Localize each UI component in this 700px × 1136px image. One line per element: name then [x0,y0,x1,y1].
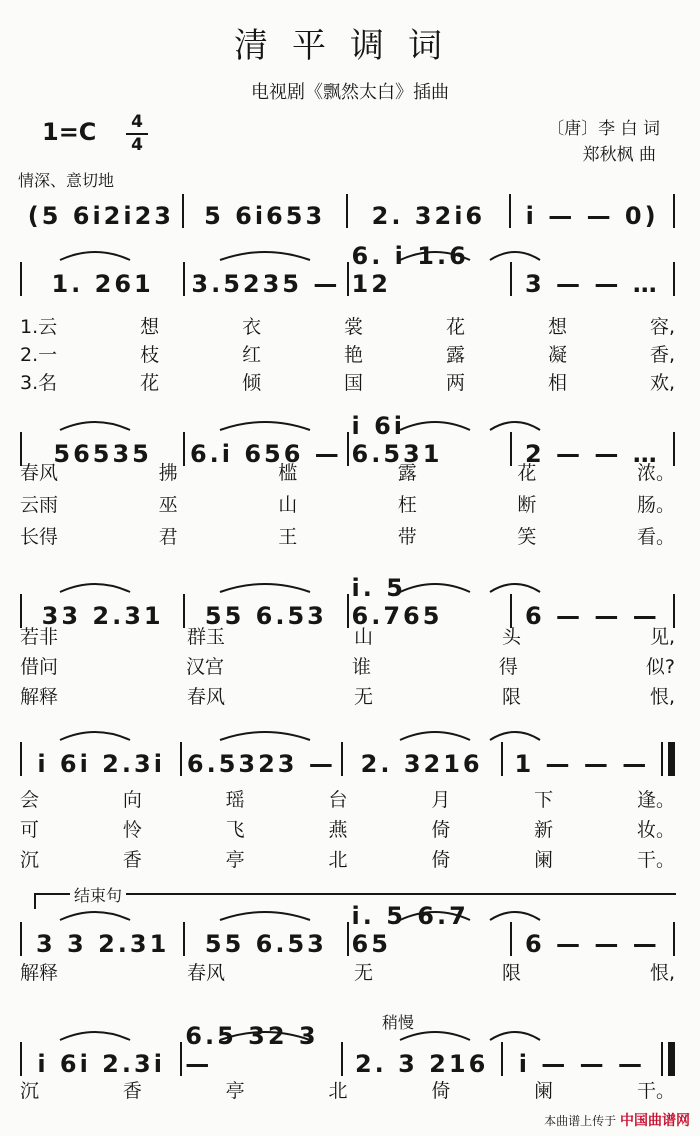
final-barline [661,742,675,776]
lyric-word: 妆。 [636,819,675,841]
lyric-word: 笑 [517,526,537,548]
lyric-line [20,368,675,395]
lyric-word: 倚 [431,819,451,841]
measure-notes: 6.5323 — [186,750,336,778]
lyric-word: 带 [397,526,417,548]
lyric-word: 想 [547,316,567,338]
lyric-word: 花 [446,316,466,338]
lyric-line [20,622,675,649]
measure [511,190,673,230]
lyric-word: 香, [649,344,675,366]
measure-notes: i. 5 6.7 65 [351,902,469,958]
lyric-word: 春风 [20,462,59,484]
measure-notes: 55 6.53 [204,930,327,958]
lyric-line [20,815,675,842]
lyric-word: 瑶 [225,789,245,811]
lyric-line [20,845,675,872]
lyric-line [20,682,675,709]
measure [22,738,180,778]
lyric-word: 裳 [344,316,364,338]
lyric-word: 沉 [20,1080,40,1102]
lyric-word: 断 [517,494,537,516]
lyric-word: 香 [122,1080,142,1102]
notation-line [20,902,675,958]
measure-notes: 3 — — … [524,270,660,298]
lyric-word: 香 [122,849,142,871]
lyric-word: 飞 [225,819,245,841]
lyric-word: 凝 [547,344,567,366]
measure [22,918,183,958]
final-barline [661,1042,675,1076]
lyric-line [20,522,675,549]
lyric-word: 山 [278,494,298,516]
measure [343,1038,501,1078]
lyric-word: 北 [328,849,348,871]
measure [348,190,510,230]
measure [184,190,346,230]
lyric-word: 向 [122,789,142,811]
measure-notes: 3 3 2.31 [35,930,170,958]
song-title: 清平调词 [234,26,466,66]
measure-notes: 6.i 656 — [189,440,342,468]
footer-logo: 中国曲谱网 [620,1113,690,1129]
measure-notes: 6 — — — [524,930,660,958]
measure-notes: 2. 3216 [360,750,483,778]
lyric-word: 山 [353,626,373,648]
measure-notes: 6 — — — [524,602,660,630]
lyric-word: 衣 [242,316,262,338]
lyric-word: 倚 [431,1080,451,1102]
measure [185,258,346,298]
ending-label: 结束句 [70,883,126,906]
lyric-word: 恨, [649,962,675,984]
lyric-word: 解释 [20,962,59,984]
measure [20,190,182,230]
measure [349,242,510,298]
lyric-word: 红 [242,344,262,366]
lyric-word: 阑 [534,1080,554,1102]
lyric-word: 君 [158,526,178,548]
measure-notes: 3.5235 — [191,270,341,298]
measure [182,738,340,778]
time-sig-numerator: 4 [131,112,143,132]
lyric-word: 似? [645,656,675,678]
barline [673,922,675,956]
measure-notes: 55 6.53 [204,602,327,630]
lyric-word: 头 [501,626,521,648]
slur-marks [20,1024,675,1044]
notation-line [20,242,675,298]
slur-marks [20,244,675,264]
slur-marks [20,176,675,196]
lyric-word: 解释 [20,686,59,708]
lyric-word: 可 [20,819,40,841]
lyric-word: 看。 [636,526,675,548]
measure [182,1022,340,1078]
lyric-word: 无 [353,686,373,708]
measure-notes: 5 6i653 [204,202,326,230]
lyric-word: 恨, [649,686,675,708]
measure [503,1038,661,1078]
lyric-word: 借问 [20,656,59,678]
slur-marks [20,904,675,924]
measure-notes: (5 6i2i23 [27,202,175,230]
measure-notes: i. 5 6.765 [351,574,443,630]
measure-notes: i 6i 2.3i [37,1050,165,1078]
lyric-word: 露 [397,462,417,484]
lyric-word: 限 [501,962,521,984]
lyric-word: 月 [431,789,451,811]
lyric-word: 王 [278,526,298,548]
lyric-word: 限 [501,686,521,708]
lyric-word: 相 [547,372,567,394]
lyric-word: 倚 [431,849,451,871]
lyric-word: 见, [649,626,675,648]
measure-notes: i 6i 6.531 [351,412,443,468]
lyric-word: 艳 [344,344,364,366]
lyric-word: 若非 [20,626,59,648]
lyric-word: 下 [534,789,554,811]
composer-credit: 郑秋枫 曲 [582,145,656,165]
lyric-word: 得 [498,656,518,678]
song-subtitle: 电视剧《飘然太白》插曲 [251,82,449,103]
lyric-word: 群玉 [186,626,225,648]
measure-notes: 2. 3 216 [354,1050,489,1078]
lyric-word: 枝 [140,344,160,366]
lyric-word: 干。 [636,1080,675,1102]
lyric-word: 台 [328,789,348,811]
lyric-word: 无 [353,962,373,984]
measure-notes: i — — 0) [525,202,659,230]
footer-credit [544,1110,690,1130]
lyric-word: 北 [328,1080,348,1102]
measure-notes: 2 — — … [524,440,660,468]
lyric-word: 谁 [351,656,371,678]
lyric-line [20,458,675,485]
measure [22,1038,180,1078]
slur-marks [20,576,675,596]
lyric-word: 会 [20,789,40,811]
lyric-word: 3.名 [20,372,58,394]
measure-notes: 6. i 1.6 12 [351,242,469,298]
lyric-word: 长得 [20,526,59,548]
lyric-word: 燕 [328,819,348,841]
lyric-line [20,1076,675,1103]
measure [503,738,661,778]
slur-marks [20,724,675,744]
lyric-word: 1.云 [20,316,58,338]
lyric-word: 新 [534,819,554,841]
barline [673,194,675,228]
lyric-line [20,312,675,339]
measure-notes: 1 — — — [514,750,650,778]
lyric-line [20,958,675,985]
measure-notes: 6.5 32 3 — [185,1022,319,1078]
lyricist-credit: 〔唐〕李 白 词 [547,119,660,139]
time-sig-denominator: 4 [131,135,143,155]
measure-notes: 1. 261 [51,270,154,298]
notation-line [20,738,675,778]
lyric-word: 巫 [158,494,178,516]
lyric-word: 春风 [186,686,225,708]
lyric-word: 干。 [636,849,675,871]
lyric-word: 枉 [397,494,417,516]
lyric-word: 亭 [225,849,245,871]
lyric-line [20,490,675,517]
lyric-word: 花 [140,372,160,394]
barline [673,262,675,296]
measure [22,258,183,298]
lyric-word: 国 [344,372,364,394]
time-signature [126,113,148,155]
lyric-word: 逢。 [636,789,675,811]
lyric-word: 露 [446,344,466,366]
measure-notes: 2. 32i6 [371,202,486,230]
measure [512,258,673,298]
measure-notes: i 6i 2.3i [37,750,165,778]
lyric-word: 想 [140,316,160,338]
lyric-word: 花 [517,462,537,484]
lyric-word: 槛 [278,462,298,484]
lyric-word: 春风 [186,962,225,984]
lyric-word: 怜 [122,819,142,841]
measure-notes: 56535 [53,440,152,468]
measure [185,918,346,958]
measure [512,918,673,958]
lyric-word: 倾 [242,372,262,394]
lyric-word: 云雨 [20,494,59,516]
lyric-line [20,652,675,679]
key-signature: 1=C [42,118,97,146]
slow-tempo-mark: 稍慢 [382,1013,415,1032]
lyric-word: 肠。 [636,494,675,516]
footer-text: 本曲谱上传于 [544,1114,617,1128]
measure-notes: 33 2.31 [41,602,164,630]
measure [343,738,501,778]
lyric-word: 拂 [158,462,178,484]
lyric-word: 浓。 [636,462,675,484]
lyric-line [20,340,675,367]
lyric-word: 汉宫 [185,656,224,678]
lyric-word: 2.一 [20,344,58,366]
lyric-word: 阑 [534,849,554,871]
lyric-line [20,785,675,812]
measure-notes: i — — — [518,1050,646,1078]
expression-mark: 情深、意切地 [18,171,115,190]
lyric-word: 亭 [225,1080,245,1102]
lyric-word: 沉 [20,849,40,871]
lyric-word: 欢, [649,372,675,394]
notation-line [20,190,675,230]
lyric-word: 容, [649,316,675,338]
slur-marks [20,414,675,434]
measure [349,902,510,958]
lyric-word: 两 [446,372,466,394]
